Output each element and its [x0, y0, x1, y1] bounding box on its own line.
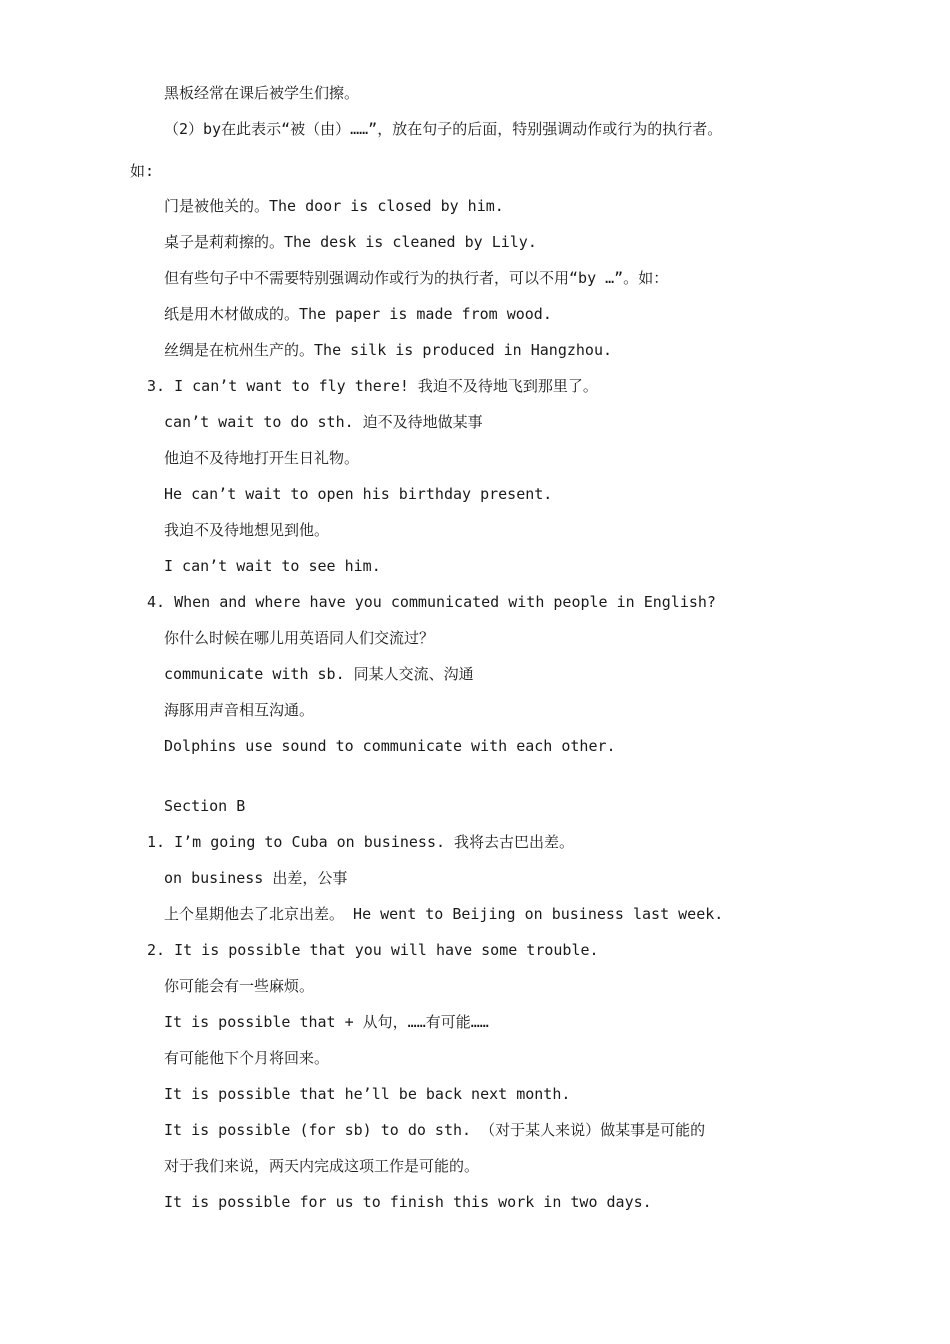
text-line: 桌子是莉莉擦的。The desk is cleaned by Lily.: [164, 233, 537, 251]
text-line: 如:: [130, 162, 155, 180]
text-line: 你可能会有一些麻烦。: [164, 977, 315, 995]
text-line: （2）by在此表示“被（由）……”，放在句子的后面，特别强调动作或行为的执行者。: [164, 120, 723, 138]
text-line: can’t wait to do sth. 迫不及待地做某事: [164, 413, 483, 431]
text-line: 他迫不及待地打开生日礼物。: [164, 449, 360, 467]
text-line: 门是被他关的。The door is closed by him.: [164, 197, 504, 215]
text-line: 3. I can’t want to fly there! 我迫不及待地飞到那里了。: [147, 377, 598, 395]
text-line: Dolphins use sound to communicate with each other.: [164, 737, 616, 755]
text-line: It is possible that he’ll be back next month.: [164, 1085, 571, 1103]
text-line: on business 出差，公事: [164, 869, 348, 887]
text-line: 对于我们来说，两天内完成这项工作是可能的。: [164, 1157, 480, 1175]
text-line: 上个星期他去了北京出差。 He went to Beijing on business last week.: [164, 905, 724, 923]
text-line: 2. It is possible that you will have some trouble.: [147, 941, 599, 959]
text-line: I can’t wait to see him.: [164, 557, 381, 575]
text-line: It is possible (for sb) to do sth. （对于某人来说）做某事是可能的: [164, 1121, 706, 1139]
text-line: 丝绸是在杭州生产的。The silk is produced in Hangzhou.: [164, 341, 613, 359]
text-line: 你什么时候在哪儿用英语同人们交流过？: [164, 629, 435, 647]
text-line: 但有些句子中不需要特别强调动作或行为的执行者，可以不用“by …”。如：: [164, 269, 669, 287]
text-line: 纸是用木材做成的。The paper is made from wood.: [164, 305, 552, 323]
text-line: It is possible that + 从句，……有可能……: [164, 1013, 489, 1031]
text-line: 4. When and where have you communicated with people in English?: [147, 593, 716, 611]
text-line: 我迫不及待地想见到他。: [164, 521, 330, 539]
text-line: 有可能他下个月将回来。: [164, 1049, 330, 1067]
text-line: It is possible for us to finish this work in two days.: [164, 1193, 652, 1211]
text-line: communicate with sb. 同某人交流、沟通: [164, 665, 474, 683]
text-line: 海豚用声音相互沟通。: [164, 701, 315, 719]
section-heading: Section B: [164, 797, 246, 815]
text-line: He can’t wait to open his birthday present.: [164, 485, 553, 503]
text-line: 黑板经常在课后被学生们擦。: [164, 84, 360, 102]
text-line: 1. I’m going to Cuba on business. 我将去古巴出差。: [147, 833, 575, 851]
